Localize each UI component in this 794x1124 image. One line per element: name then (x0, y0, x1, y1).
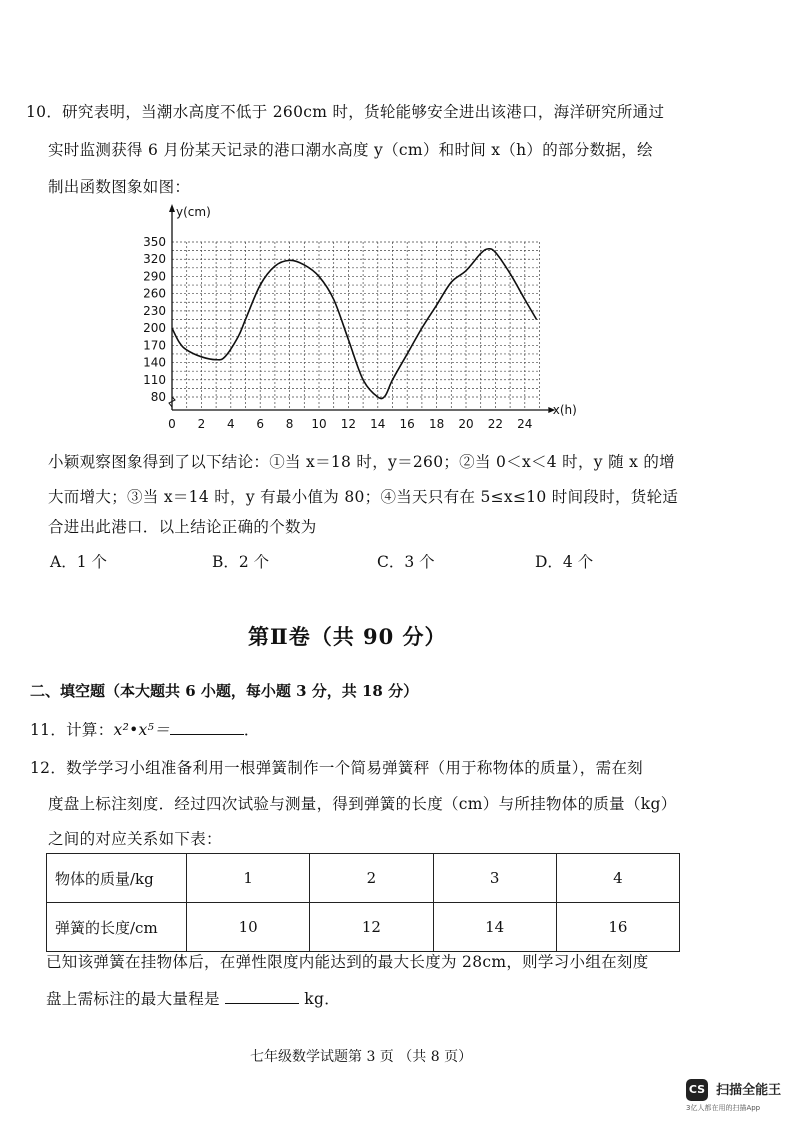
x-tick-label: 16 (399, 417, 415, 431)
tide-curve (172, 249, 537, 399)
table-cell: 4 (556, 854, 679, 903)
x-tick-label: 8 (285, 417, 294, 431)
y-axis-arrow (169, 204, 175, 212)
spring-table (46, 853, 680, 952)
table-cell: 16 (556, 903, 679, 952)
x-tick-label: 4 (226, 417, 235, 431)
q12-after-2 (46, 987, 340, 1009)
x-tick-label: 20 (458, 417, 474, 431)
table-row-label: 物体的质量/kg (47, 854, 187, 903)
watermark-subtitle: 3亿人都在用的扫描App (686, 1104, 761, 1112)
chart-series (172, 249, 537, 399)
q12-line-2: 度盘上标注刻度．经过四次试验与测量，得到弹簧的长度（cm）与所挂物体的质量（kg） (48, 795, 677, 813)
q11-prefix: 11．计算： (30, 721, 114, 739)
q11-line (30, 718, 260, 740)
section-2-title: 第Ⅱ卷（共 90 分） (248, 624, 447, 649)
choice-a[interactable]: A．1 个 (50, 553, 107, 571)
x-tick-label: 22 (487, 417, 504, 431)
choice-c[interactable]: C．3 个 (377, 553, 435, 571)
choice-d[interactable]: D．4 个 (535, 553, 594, 571)
table-cell: 10 (187, 903, 310, 952)
y-tick-label: 260 (143, 286, 166, 301)
chart-axes (169, 204, 555, 413)
fill-in-header: 二、填空题（本大题共 6 小题，每小题 3 分，共 18 分） (30, 682, 419, 700)
q10-text-1: 研究表明，当潮水高度不低于 260cm 时，货轮能够安全进出该港口，海洋研究所通过 (62, 103, 665, 121)
table-row (47, 903, 680, 952)
q10-line-3: 制出函数图象如图： (48, 178, 191, 196)
tide-chart (140, 200, 590, 440)
y-tick-label: 140 (143, 355, 166, 370)
x-tick-label: 6 (256, 417, 265, 431)
q10-conclusion-3: 合进出此港口．以上结论正确的个数为 (48, 518, 317, 536)
table-cell: 2 (310, 854, 433, 903)
y-tick-label: 290 (143, 269, 166, 284)
y-tick-label: 80 (150, 390, 166, 404)
x-tick-label: 12 (340, 417, 357, 431)
y-tick-label: 350 (143, 235, 166, 249)
q11-expr: x²•x⁵＝ (113, 721, 170, 739)
q12-after-2-suffix: kg． (304, 990, 340, 1008)
q10-conclusion-2: 大而增大；③当 x＝14 时，y 有最小值为 80；④当天只有在 5≤x≤10 时间段时，货轮适 (48, 488, 679, 506)
table-row (47, 854, 680, 903)
table-cell: 3 (433, 854, 556, 903)
q10-line-2: 实时监测获得 6 月份某天记录的港口潮水高度 y（cm）和时间 x（h）的部分数据，绘 (48, 141, 653, 159)
q11-answer-blank[interactable] (170, 734, 244, 735)
q10-number: 10． (26, 103, 63, 121)
q12-after-1: 已知该弹簧在挂物体后，在弹性限度内能达到的最大长度为 28cm，则学习小组在刻度 (46, 953, 649, 971)
watermark-name: 扫描全能王 (716, 1083, 782, 1098)
q10-conclusion-1: 小颖观察图象得到了以下结论：①当 x＝18 时，y＝260；②当 0＜x＜4 时，y 随 x 的增 (48, 453, 675, 471)
x-tick-label: 0 (168, 417, 176, 431)
camscanner-logo-icon: CS (686, 1079, 708, 1101)
table-cell: 12 (310, 903, 433, 952)
y-tick-label: 320 (143, 252, 166, 267)
y-tick-label: 230 (143, 303, 166, 318)
x-tick-label: 10 (311, 417, 327, 431)
q12-answer-blank[interactable] (225, 1003, 299, 1004)
q12-line-3: 之间的对应关系如下表： (48, 830, 222, 848)
table-cell: 1 (187, 854, 310, 903)
y-axis-label: y(cm) (176, 205, 211, 219)
x-axis-label: x(h) (552, 403, 577, 417)
y-tick-label: 200 (143, 321, 166, 336)
q11-suffix: ． (243, 721, 260, 739)
q12-line-1: 12．数学学习小组准备利用一根弹簧制作一个简易弹簧秤（用于称物体的质量），需在刻 (30, 759, 643, 777)
y-tick-label: 170 (143, 338, 166, 353)
x-tick-label: 18 (428, 417, 445, 431)
x-tick-label: 24 (517, 417, 533, 431)
page-footer: 七年级数学试题第 3 页 （共 8 页） (250, 1049, 473, 1065)
table-row-label: 弹簧的长度/cm (47, 903, 187, 952)
q12-after-2-prefix: 盘上需标注的最大量程是 (46, 990, 220, 1008)
x-tick-label: 2 (197, 417, 206, 431)
table-cell: 14 (433, 903, 556, 952)
y-tick-label: 110 (143, 372, 166, 387)
chart-grid (172, 242, 540, 410)
q10-line-1 (26, 100, 664, 122)
x-tick-label: 14 (370, 417, 386, 431)
choice-b[interactable]: B．2 个 (212, 553, 270, 571)
scanner-watermark (686, 1078, 790, 1113)
